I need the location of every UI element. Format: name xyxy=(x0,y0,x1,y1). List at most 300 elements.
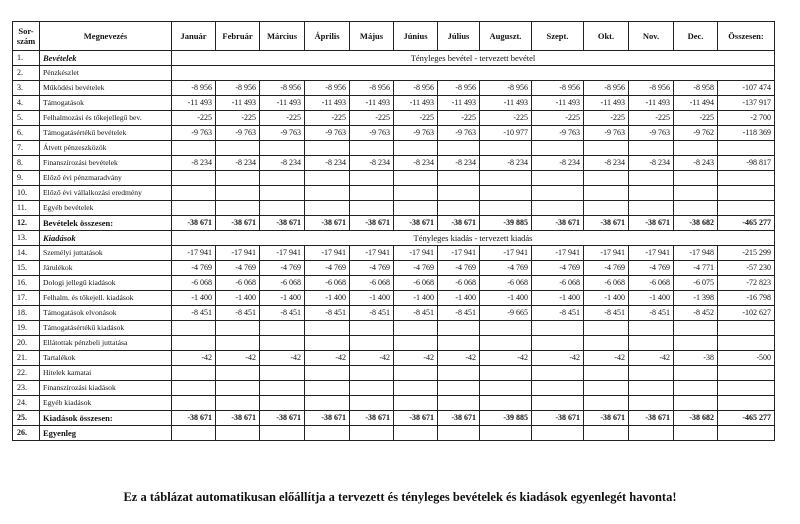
column-header-number: Sor- szám xyxy=(13,22,40,51)
value-cell: -42 xyxy=(480,351,532,366)
row-number: 15. xyxy=(13,261,40,276)
total-cell: -107 474 xyxy=(718,81,775,96)
value-cell xyxy=(350,201,394,216)
column-header-month: Nov. xyxy=(629,22,674,51)
value-cell xyxy=(216,426,260,441)
value-cell: -8 451 xyxy=(305,306,350,321)
row-label: Felhalm. és tőkejell. kiadások xyxy=(40,291,172,306)
value-cell: -42 xyxy=(216,351,260,366)
row-number: 11. xyxy=(13,201,40,216)
value-cell: -225 xyxy=(172,111,216,126)
value-cell: -9 763 xyxy=(260,126,305,141)
value-cell: -4 769 xyxy=(350,261,394,276)
column-header-month: Szept. xyxy=(532,22,584,51)
value-cell: -9 763 xyxy=(172,126,216,141)
value-cell xyxy=(350,171,394,186)
value-cell xyxy=(532,381,584,396)
value-cell: -8 956 xyxy=(260,81,305,96)
value-cell xyxy=(674,381,718,396)
value-cell xyxy=(532,336,584,351)
row-number: 20. xyxy=(13,336,40,351)
value-cell: -6 068 xyxy=(532,276,584,291)
value-cell xyxy=(674,321,718,336)
row-number: 26. xyxy=(13,426,40,441)
row-number: 2. xyxy=(13,66,40,81)
table-row xyxy=(13,321,775,336)
value-cell: -8 958 xyxy=(674,81,718,96)
value-cell: -17 941 xyxy=(480,246,532,261)
table-row xyxy=(13,336,775,351)
table-row xyxy=(13,171,775,186)
row-number: 9. xyxy=(13,171,40,186)
value-cell: -8 451 xyxy=(216,306,260,321)
value-cell: -8 451 xyxy=(350,306,394,321)
column-header-month: Auguszt. xyxy=(480,22,532,51)
value-cell: -8 451 xyxy=(394,306,438,321)
value-cell xyxy=(584,336,629,351)
value-cell: -225 xyxy=(438,111,480,126)
value-cell: -17 941 xyxy=(394,246,438,261)
value-cell: -38 671 xyxy=(584,216,629,231)
value-cell: -38 671 xyxy=(629,411,674,426)
value-cell: -38 671 xyxy=(350,216,394,231)
value-cell xyxy=(260,426,305,441)
total-cell: -16 798 xyxy=(718,291,775,306)
column-header-month: Április xyxy=(305,22,350,51)
value-cell: -38 671 xyxy=(172,216,216,231)
value-cell xyxy=(172,336,216,351)
value-cell xyxy=(480,321,532,336)
row-label: Egyéb bevételek xyxy=(40,201,172,216)
value-cell: -1 400 xyxy=(480,291,532,306)
value-cell: -42 xyxy=(260,351,305,366)
value-cell xyxy=(438,381,480,396)
value-cell: -11 493 xyxy=(394,96,438,111)
value-cell xyxy=(629,366,674,381)
value-cell: -1 400 xyxy=(394,291,438,306)
value-cell: -42 xyxy=(532,351,584,366)
value-cell: -8 451 xyxy=(172,306,216,321)
row-number: 13. xyxy=(13,231,40,246)
value-cell: -1 398 xyxy=(674,291,718,306)
value-cell: -11 493 xyxy=(584,96,629,111)
value-cell xyxy=(629,171,674,186)
value-cell xyxy=(350,396,394,411)
value-cell xyxy=(305,201,350,216)
column-header-month: Május xyxy=(350,22,394,51)
value-cell: -8 451 xyxy=(260,306,305,321)
value-cell: -38 671 xyxy=(260,411,305,426)
value-cell xyxy=(305,186,350,201)
value-cell: -38 671 xyxy=(305,216,350,231)
column-header-month: Március xyxy=(260,22,305,51)
value-cell xyxy=(584,426,629,441)
value-cell xyxy=(172,321,216,336)
value-cell xyxy=(629,201,674,216)
value-cell xyxy=(438,171,480,186)
value-cell xyxy=(305,381,350,396)
column-header-month: Július xyxy=(438,22,480,51)
value-cell xyxy=(480,336,532,351)
column-header-month: Február xyxy=(216,22,260,51)
section-caption: Tényleges bevétel - tervezett bevétel xyxy=(172,51,775,66)
value-cell: -8 956 xyxy=(350,81,394,96)
value-cell xyxy=(674,396,718,411)
value-cell xyxy=(305,321,350,336)
value-cell xyxy=(438,426,480,441)
value-cell xyxy=(480,396,532,411)
value-cell xyxy=(260,381,305,396)
row-label: Járulékok xyxy=(40,261,172,276)
value-cell: -17 941 xyxy=(584,246,629,261)
row-number: 3. xyxy=(13,81,40,96)
value-cell: -6 068 xyxy=(480,276,532,291)
value-cell: -8 451 xyxy=(629,306,674,321)
value-cell: -38 671 xyxy=(394,411,438,426)
row-label: Előző évi vállalkozási eredmény xyxy=(40,186,172,201)
value-cell xyxy=(394,336,438,351)
value-cell xyxy=(532,141,584,156)
value-cell: -225 xyxy=(394,111,438,126)
value-cell: -38 671 xyxy=(172,411,216,426)
value-cell xyxy=(629,381,674,396)
value-cell xyxy=(394,366,438,381)
value-cell: -11 493 xyxy=(350,96,394,111)
table-row xyxy=(13,156,775,171)
value-cell: -8 956 xyxy=(394,81,438,96)
value-cell: -17 941 xyxy=(172,246,216,261)
total-cell: -72 823 xyxy=(718,276,775,291)
row-label: Tartalékok xyxy=(40,351,172,366)
value-cell xyxy=(394,201,438,216)
row-label: Támogatásértékű bevételek xyxy=(40,126,172,141)
value-cell: -38 671 xyxy=(629,216,674,231)
row-number: 4. xyxy=(13,96,40,111)
value-cell: -17 941 xyxy=(216,246,260,261)
value-cell: -17 941 xyxy=(438,246,480,261)
row-number: 23. xyxy=(13,381,40,396)
value-cell xyxy=(305,336,350,351)
row-label: Kiadások összesen: xyxy=(40,411,172,426)
row-label: Támogatásértékű kiadások xyxy=(40,321,172,336)
value-cell xyxy=(350,186,394,201)
value-cell: -38 671 xyxy=(584,411,629,426)
row-label: Előző évi pénzmaradvány xyxy=(40,171,172,186)
value-cell: -4 769 xyxy=(216,261,260,276)
value-cell xyxy=(216,396,260,411)
total-cell: -137 917 xyxy=(718,96,775,111)
value-cell xyxy=(532,321,584,336)
value-cell: -38 671 xyxy=(438,411,480,426)
value-cell: -38 671 xyxy=(532,216,584,231)
row-number: 10. xyxy=(13,186,40,201)
row-label: Finanszírozási kiadások xyxy=(40,381,172,396)
value-cell: -6 068 xyxy=(394,276,438,291)
value-cell xyxy=(305,366,350,381)
row-label: Felhalmozási és tőkejellegű bev. xyxy=(40,111,172,126)
value-cell: -9 763 xyxy=(532,126,584,141)
column-header-month: Június xyxy=(394,22,438,51)
value-cell: -38 682 xyxy=(674,216,718,231)
value-cell xyxy=(394,381,438,396)
value-cell: -6 068 xyxy=(629,276,674,291)
value-cell xyxy=(674,201,718,216)
value-cell: -9 763 xyxy=(394,126,438,141)
row-label: Hitelek kamatai xyxy=(40,366,172,381)
value-cell xyxy=(394,186,438,201)
value-cell xyxy=(629,336,674,351)
row-label: Dologi jellegű kiadások xyxy=(40,276,172,291)
value-cell xyxy=(260,366,305,381)
value-cell: -11 493 xyxy=(629,96,674,111)
value-cell xyxy=(216,381,260,396)
header-row xyxy=(13,22,775,51)
value-cell: -9 665 xyxy=(480,306,532,321)
value-cell xyxy=(674,171,718,186)
value-cell xyxy=(584,186,629,201)
table-row xyxy=(13,306,775,321)
column-header-month: Dec. xyxy=(674,22,718,51)
value-cell: -11 493 xyxy=(438,96,480,111)
value-cell: -9 763 xyxy=(216,126,260,141)
value-cell: -4 769 xyxy=(629,261,674,276)
value-cell: -17 941 xyxy=(305,246,350,261)
row-number: 19. xyxy=(13,321,40,336)
value-cell xyxy=(172,366,216,381)
value-cell: -11 493 xyxy=(532,96,584,111)
total-cell: -98 817 xyxy=(718,156,775,171)
value-cell: -225 xyxy=(350,111,394,126)
value-cell xyxy=(394,171,438,186)
row-label: Átvett pénzeszközök xyxy=(40,141,172,156)
value-cell xyxy=(216,141,260,156)
value-cell: -17 948 xyxy=(674,246,718,261)
value-cell xyxy=(305,396,350,411)
value-cell: -39 885 xyxy=(480,411,532,426)
value-cell: -9 763 xyxy=(629,126,674,141)
value-cell xyxy=(438,141,480,156)
table-row xyxy=(13,291,775,306)
footnote: Ez a táblázat automatikusan előállítja a tervezett és tényleges bevételek és kiadások egyenlegét havonta! xyxy=(123,490,677,504)
value-cell xyxy=(172,426,216,441)
table-row xyxy=(13,66,775,81)
value-cell: -38 671 xyxy=(260,216,305,231)
section-row xyxy=(13,231,775,246)
value-cell xyxy=(260,321,305,336)
total-cell: -465 277 xyxy=(718,216,775,231)
value-cell: -1 400 xyxy=(584,291,629,306)
table-row xyxy=(13,201,775,216)
row-number: 1. xyxy=(13,51,40,66)
value-cell: -17 941 xyxy=(532,246,584,261)
value-cell xyxy=(480,201,532,216)
value-cell xyxy=(438,366,480,381)
row-number: 6. xyxy=(13,126,40,141)
value-cell xyxy=(172,381,216,396)
value-cell: -4 769 xyxy=(172,261,216,276)
value-cell: -8 234 xyxy=(532,156,584,171)
row-number: 16. xyxy=(13,276,40,291)
value-cell: -38 682 xyxy=(674,411,718,426)
value-cell: -8 956 xyxy=(480,81,532,96)
total-cell xyxy=(718,336,775,351)
total-row xyxy=(13,411,775,426)
row-number: 5. xyxy=(13,111,40,126)
value-cell xyxy=(629,141,674,156)
value-cell xyxy=(350,141,394,156)
value-cell: -38 671 xyxy=(350,411,394,426)
value-cell: -38 671 xyxy=(305,411,350,426)
value-cell: -9 763 xyxy=(438,126,480,141)
value-cell: -42 xyxy=(305,351,350,366)
table-row xyxy=(13,276,775,291)
value-cell: -6 068 xyxy=(172,276,216,291)
section-row xyxy=(13,51,775,66)
table-row xyxy=(13,396,775,411)
value-cell: -38 671 xyxy=(216,411,260,426)
value-cell xyxy=(172,201,216,216)
value-cell xyxy=(584,201,629,216)
row-label: Működési bevételek xyxy=(40,81,172,96)
value-cell: -1 400 xyxy=(438,291,480,306)
value-cell: -6 068 xyxy=(584,276,629,291)
value-cell: -38 671 xyxy=(394,216,438,231)
value-cell: -8 234 xyxy=(260,156,305,171)
value-cell: -8 234 xyxy=(629,156,674,171)
value-cell xyxy=(216,201,260,216)
value-cell: -11 493 xyxy=(172,96,216,111)
total-cell xyxy=(718,381,775,396)
value-cell: -225 xyxy=(480,111,532,126)
value-cell: -8 956 xyxy=(532,81,584,96)
value-cell: -17 941 xyxy=(629,246,674,261)
value-cell xyxy=(584,396,629,411)
value-cell: -6 075 xyxy=(674,276,718,291)
value-cell: -17 941 xyxy=(260,246,305,261)
total-cell: -215 299 xyxy=(718,246,775,261)
value-cell xyxy=(260,171,305,186)
value-cell xyxy=(172,171,216,186)
value-cell: -8 956 xyxy=(172,81,216,96)
value-cell: -1 400 xyxy=(260,291,305,306)
value-cell xyxy=(438,336,480,351)
value-cell: -8 956 xyxy=(216,81,260,96)
row-label: Kiadások xyxy=(40,231,172,246)
value-cell xyxy=(674,141,718,156)
total-cell xyxy=(718,426,775,441)
table-row xyxy=(13,81,775,96)
table-row xyxy=(13,96,775,111)
value-cell: -8 234 xyxy=(480,156,532,171)
value-cell: -8 956 xyxy=(584,81,629,96)
value-cell xyxy=(674,336,718,351)
total-cell: -465 277 xyxy=(718,411,775,426)
total-cell xyxy=(718,366,775,381)
value-cell: -42 xyxy=(438,351,480,366)
value-cell: -11 493 xyxy=(216,96,260,111)
total-row xyxy=(13,426,775,441)
table-row xyxy=(13,246,775,261)
value-cell xyxy=(584,381,629,396)
value-cell xyxy=(394,141,438,156)
value-cell xyxy=(674,426,718,441)
row-label: Egyéb kiadások xyxy=(40,396,172,411)
value-cell: -8 451 xyxy=(584,306,629,321)
total-cell xyxy=(718,396,775,411)
value-cell xyxy=(629,321,674,336)
table-body xyxy=(13,51,775,441)
value-cell: -42 xyxy=(350,351,394,366)
value-cell: -10 977 xyxy=(480,126,532,141)
value-cell: -8 234 xyxy=(172,156,216,171)
table-row xyxy=(13,381,775,396)
value-cell: -4 769 xyxy=(584,261,629,276)
value-cell xyxy=(674,186,718,201)
value-cell xyxy=(350,426,394,441)
budget-table xyxy=(12,21,775,441)
value-cell: -225 xyxy=(674,111,718,126)
value-cell: -4 769 xyxy=(532,261,584,276)
value-cell xyxy=(305,141,350,156)
value-cell: -4 769 xyxy=(394,261,438,276)
total-cell xyxy=(718,171,775,186)
value-cell xyxy=(350,381,394,396)
value-cell xyxy=(480,366,532,381)
value-cell: -38 671 xyxy=(438,216,480,231)
column-header-name: Megnevezés xyxy=(40,22,172,51)
value-cell xyxy=(350,321,394,336)
value-cell: -1 400 xyxy=(350,291,394,306)
table-row xyxy=(13,111,775,126)
value-cell xyxy=(532,201,584,216)
value-cell: -4 771 xyxy=(674,261,718,276)
value-cell: -8 956 xyxy=(629,81,674,96)
row-label: Bevételek összesen: xyxy=(40,216,172,231)
table-row xyxy=(13,126,775,141)
value-cell xyxy=(629,396,674,411)
table-row xyxy=(13,366,775,381)
value-cell: -1 400 xyxy=(629,291,674,306)
value-cell xyxy=(350,366,394,381)
total-cell: -102 627 xyxy=(718,306,775,321)
row-number: 7. xyxy=(13,141,40,156)
value-cell: -8 234 xyxy=(394,156,438,171)
value-cell xyxy=(629,426,674,441)
value-cell: -42 xyxy=(584,351,629,366)
value-cell xyxy=(394,321,438,336)
value-cell xyxy=(674,366,718,381)
value-cell: -4 769 xyxy=(480,261,532,276)
column-header-month: Okt. xyxy=(584,22,629,51)
value-cell xyxy=(584,366,629,381)
value-cell: -8 451 xyxy=(532,306,584,321)
value-cell xyxy=(584,171,629,186)
value-cell: -6 068 xyxy=(305,276,350,291)
row-number: 22. xyxy=(13,366,40,381)
value-cell: -1 400 xyxy=(172,291,216,306)
value-cell: -8 234 xyxy=(584,156,629,171)
value-cell xyxy=(532,426,584,441)
value-cell xyxy=(216,321,260,336)
value-cell: -225 xyxy=(532,111,584,126)
value-cell: -9 763 xyxy=(350,126,394,141)
value-cell: -1 400 xyxy=(216,291,260,306)
row-label: Személyi juttatások xyxy=(40,246,172,261)
value-cell: -225 xyxy=(260,111,305,126)
value-cell: -8 956 xyxy=(305,81,350,96)
value-cell: -6 068 xyxy=(260,276,305,291)
row-label: Támogatások elvonások xyxy=(40,306,172,321)
